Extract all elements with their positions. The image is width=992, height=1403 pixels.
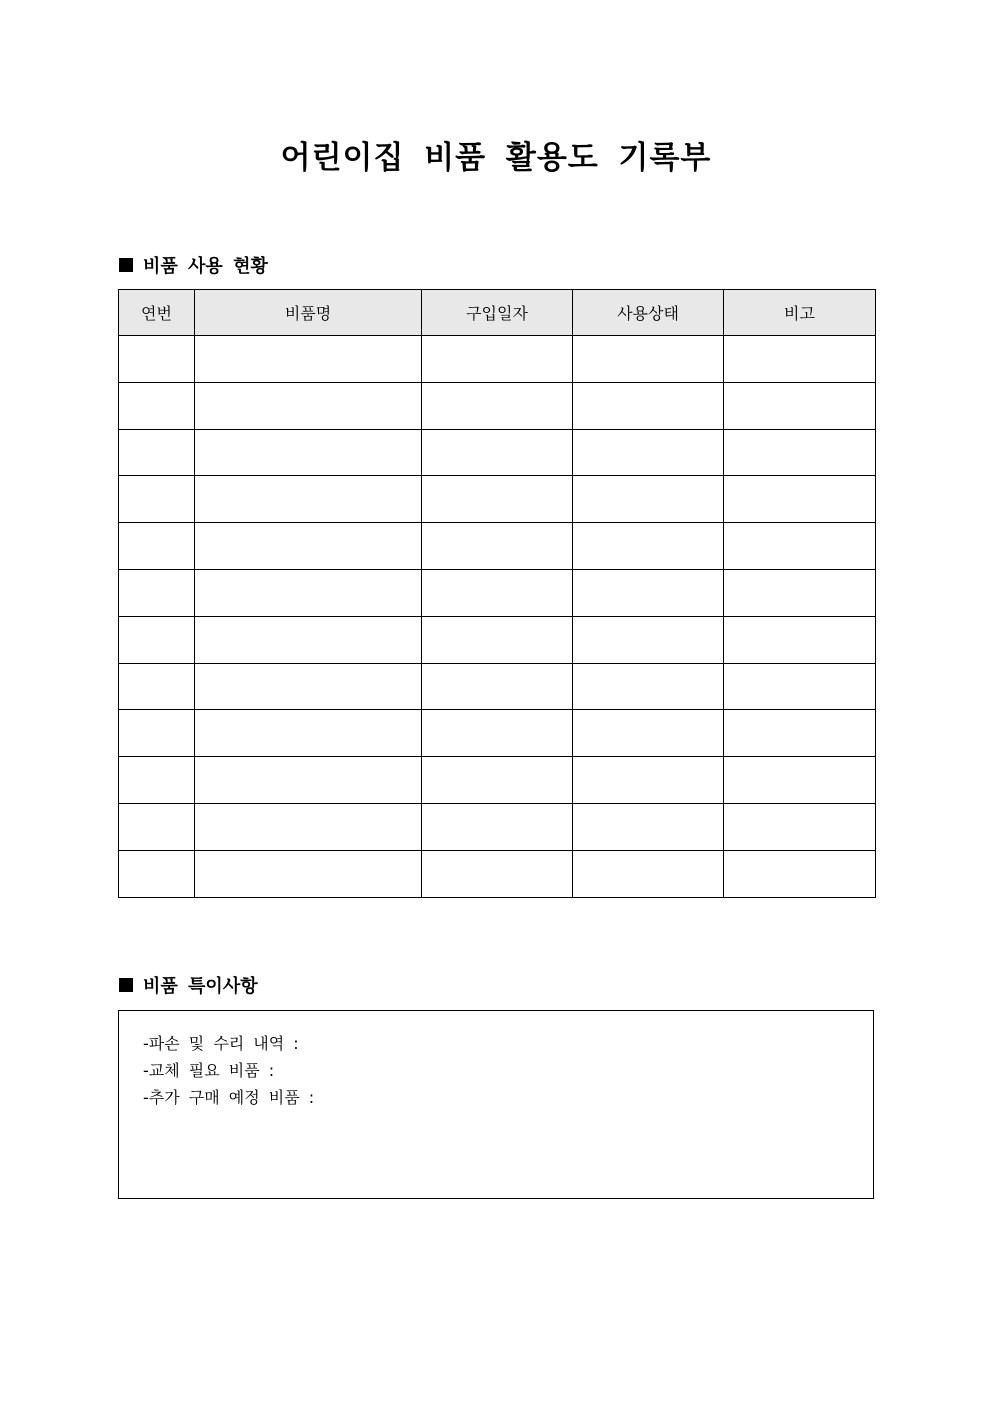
table-row	[119, 382, 876, 429]
column-header-usage-status: 사용상태	[573, 290, 724, 336]
table-row	[119, 710, 876, 757]
table-row	[119, 523, 876, 570]
cell-item-name[interactable]	[195, 850, 422, 897]
cell-serial[interactable]	[119, 710, 195, 757]
black-square-bullet-icon	[119, 978, 133, 992]
column-header-serial: 연번	[119, 290, 195, 336]
table-row	[119, 757, 876, 804]
cell-usage-status[interactable]	[573, 476, 724, 523]
cell-serial[interactable]	[119, 850, 195, 897]
cell-purchase-date[interactable]	[422, 429, 573, 476]
cell-usage-status[interactable]	[573, 429, 724, 476]
cell-item-name[interactable]	[195, 663, 422, 710]
cell-serial[interactable]	[119, 663, 195, 710]
cell-item-name[interactable]	[195, 476, 422, 523]
cell-item-name[interactable]	[195, 523, 422, 570]
cell-purchase-date[interactable]	[422, 382, 573, 429]
column-header-purchase-date: 구입일자	[422, 290, 573, 336]
cell-purchase-date[interactable]	[422, 710, 573, 757]
table-row	[119, 336, 876, 383]
cell-serial[interactable]	[119, 757, 195, 804]
cell-remarks[interactable]	[724, 757, 876, 804]
cell-item-name[interactable]	[195, 710, 422, 757]
cell-remarks[interactable]	[724, 382, 876, 429]
section-heading-usage-label: 비품 사용 현황	[143, 256, 268, 277]
cell-purchase-date[interactable]	[422, 476, 573, 523]
cell-remarks[interactable]	[724, 850, 876, 897]
cell-purchase-date[interactable]	[422, 803, 573, 850]
cell-remarks[interactable]	[724, 663, 876, 710]
table-row	[119, 569, 876, 616]
table-row	[119, 476, 876, 523]
cell-serial[interactable]	[119, 382, 195, 429]
cell-purchase-date[interactable]	[422, 523, 573, 570]
cell-purchase-date[interactable]	[422, 757, 573, 804]
column-header-item-name: 비품명	[195, 290, 422, 336]
cell-usage-status[interactable]	[573, 663, 724, 710]
cell-serial[interactable]	[119, 616, 195, 663]
cell-remarks[interactable]	[724, 429, 876, 476]
cell-usage-status[interactable]	[573, 803, 724, 850]
cell-usage-status[interactable]	[573, 523, 724, 570]
cell-item-name[interactable]	[195, 569, 422, 616]
cell-item-name[interactable]	[195, 757, 422, 804]
cell-item-name[interactable]	[195, 336, 422, 383]
note-replacement-needed: -교체 필요 비품 :	[143, 1061, 275, 1080]
note-damage-repair: -파손 및 수리 내역 :	[143, 1034, 299, 1053]
cell-remarks[interactable]	[724, 336, 876, 383]
note-planned-purchase: -추가 구매 예정 비품 :	[143, 1088, 315, 1107]
black-square-bullet-icon	[119, 258, 133, 272]
column-header-remarks: 비고	[724, 290, 876, 336]
cell-purchase-date[interactable]	[422, 336, 573, 383]
cell-serial[interactable]	[119, 336, 195, 383]
cell-serial[interactable]	[119, 569, 195, 616]
cell-purchase-date[interactable]	[422, 616, 573, 663]
cell-purchase-date[interactable]	[422, 569, 573, 616]
cell-usage-status[interactable]	[573, 569, 724, 616]
cell-serial[interactable]	[119, 476, 195, 523]
equipment-usage-table	[118, 289, 876, 898]
cell-purchase-date[interactable]	[422, 850, 573, 897]
cell-remarks[interactable]	[724, 569, 876, 616]
table-row	[119, 663, 876, 710]
cell-purchase-date[interactable]	[422, 663, 573, 710]
cell-remarks[interactable]	[724, 616, 876, 663]
table-row	[119, 803, 876, 850]
cell-serial[interactable]	[119, 523, 195, 570]
cell-usage-status[interactable]	[573, 336, 724, 383]
cell-item-name[interactable]	[195, 429, 422, 476]
cell-item-name[interactable]	[195, 382, 422, 429]
cell-usage-status[interactable]	[573, 757, 724, 804]
cell-item-name[interactable]	[195, 616, 422, 663]
table-row	[119, 616, 876, 663]
page-title: 어린이집 비품 활용도 기록부	[280, 140, 712, 176]
cell-item-name[interactable]	[195, 803, 422, 850]
table-row	[119, 850, 876, 897]
table-row	[119, 429, 876, 476]
notes-box[interactable]	[118, 1010, 874, 1199]
cell-remarks[interactable]	[724, 710, 876, 757]
notes-list	[119, 1011, 873, 1111]
table-header-row	[119, 290, 876, 336]
section-heading-notes-label: 비품 특이사항	[143, 976, 258, 997]
cell-usage-status[interactable]	[573, 616, 724, 663]
cell-serial[interactable]	[119, 803, 195, 850]
cell-remarks[interactable]	[724, 476, 876, 523]
cell-usage-status[interactable]	[573, 382, 724, 429]
cell-usage-status[interactable]	[573, 710, 724, 757]
cell-remarks[interactable]	[724, 523, 876, 570]
section-heading-usage	[119, 252, 268, 278]
cell-usage-status[interactable]	[573, 850, 724, 897]
section-heading-notes	[119, 972, 258, 998]
cell-serial[interactable]	[119, 429, 195, 476]
cell-remarks[interactable]	[724, 803, 876, 850]
